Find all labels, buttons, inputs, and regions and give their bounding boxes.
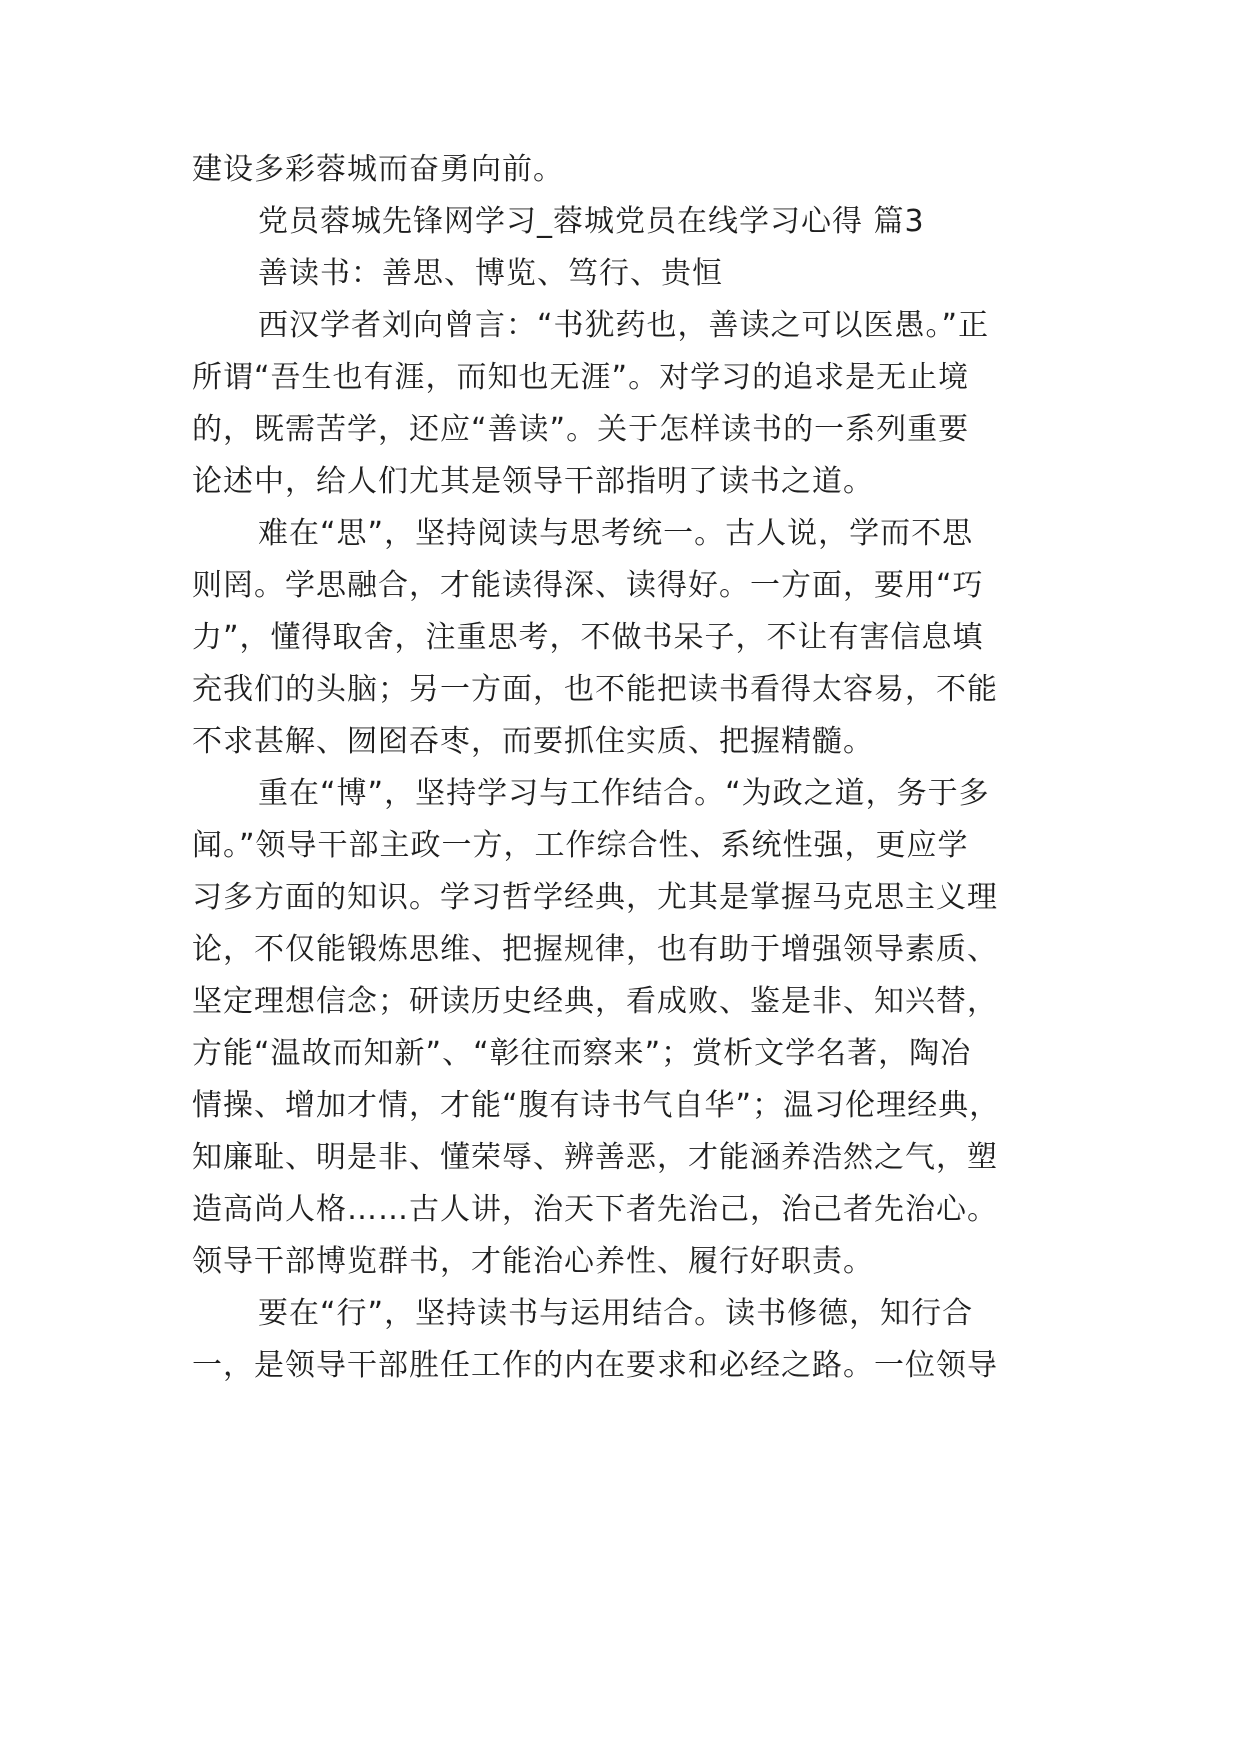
paragraph-line: 知廉耻、明是非、懂荣辱、辨善恶，才能涵养浩然之气，塑 — [192, 1140, 998, 1175]
paragraph-line: 则罔。学思融合，才能读得深、读得好。一方面，要用“巧 — [192, 568, 984, 603]
paragraph-line: 重在“博”，坚持学习与工作结合。“为政之道，务于多 — [258, 776, 990, 811]
paragraph-line: 情操、增加才情，才能“腹有诗书气自华”；温习伦理经典， — [192, 1088, 1001, 1123]
paragraph-line: 闻。”领导干部主政一方，工作综合性、系统性强，更应学 — [192, 828, 969, 863]
paragraph-line: 要在“行”，坚持读书与运用结合。读书修德，知行合 — [258, 1296, 974, 1331]
paragraph-continuation-line: 建设多彩蓉城而奋勇向前。 — [192, 152, 564, 187]
paragraph-line: 力”，懂得取舍，注重思考，不做书呆子，不让有害信息填 — [192, 620, 984, 655]
paragraph-line: 论述中，给人们尤其是领导干部指明了读书之道。 — [192, 464, 874, 499]
paragraph-line: 一，是领导干部胜任工作的内在要求和必经之路。一位领导 — [192, 1348, 998, 1383]
paragraph-line: 方能“温故而知新”、“彰往而察来”；赏析文学名著，陶冶 — [192, 1036, 972, 1071]
paragraph-line: 所谓“吾生也有涯，而知也无涯”。对学习的追求是无止境 — [192, 360, 970, 395]
paragraph-line: 习多方面的知识。学习哲学经典，尤其是掌握马克思主义理 — [192, 880, 998, 915]
paragraph-line: 不求甚解、囫囵吞枣，而要抓住实质、把握精髓。 — [192, 724, 874, 759]
paragraph-line: 坚定理想信念；研读历史经典，看成败、鉴是非、知兴替， — [192, 984, 998, 1019]
paragraph-line: 难在“思”，坚持阅读与思考统一。古人说，学而不思 — [258, 516, 974, 551]
section-heading: 党员蓉城先锋网学习_蓉城党员在线学习心得 篇3 — [258, 204, 925, 239]
paragraph-line: 西汉学者刘向曾言：“书犹药也，善读之可以医愚。”正 — [258, 308, 990, 343]
paragraph-line: 领导干部博览群书，才能治心养性、履行好职责。 — [192, 1244, 874, 1279]
paragraph-line: 论，不仅能锻炼思维、把握规律，也有助于增强领导素质、 — [192, 932, 998, 967]
paragraph-line: 的，既需苦学，还应“善读”。关于怎样读书的一系列重要 — [192, 412, 970, 447]
article-title: 善读书：善思、博览、笃行、贵恒 — [258, 256, 723, 291]
paragraph-line: 充我们的头脑；另一方面，也不能把读书看得太容易，不能 — [192, 672, 998, 707]
paragraph-line: 造高尚人格……古人讲，治天下者先治己，治己者先治心。 — [192, 1192, 998, 1227]
